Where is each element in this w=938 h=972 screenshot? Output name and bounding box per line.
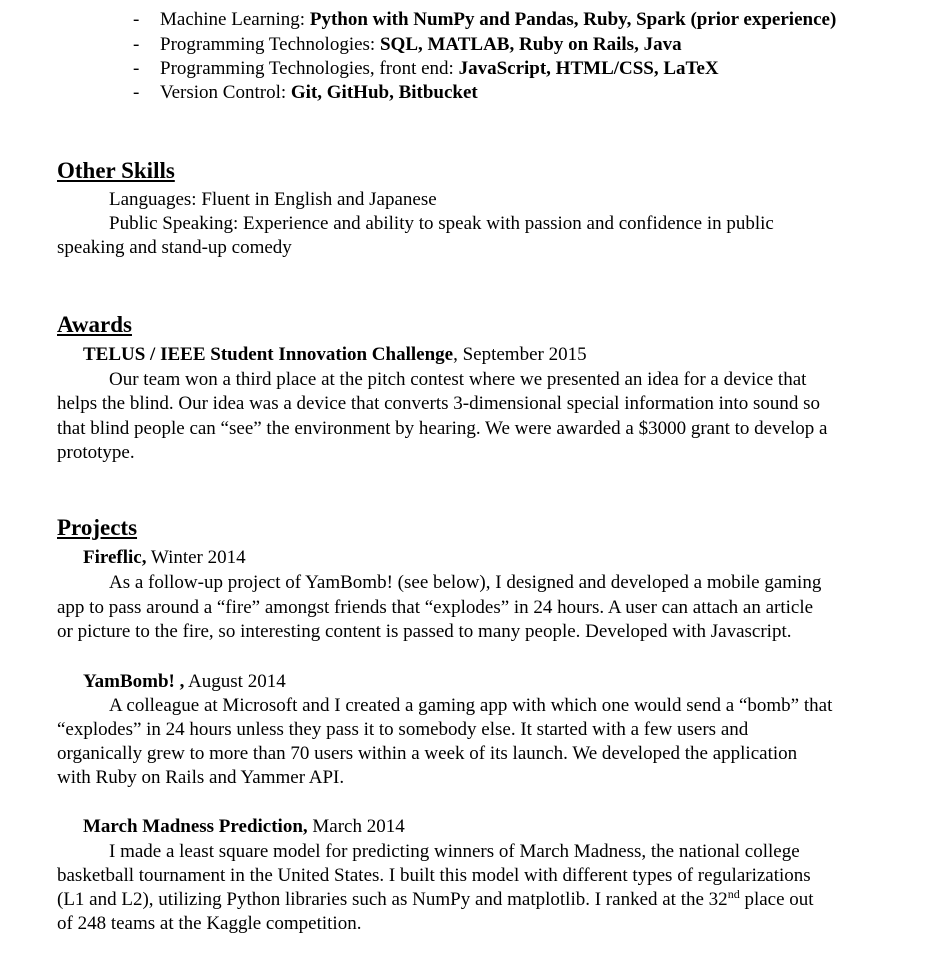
project-desc-line: As a follow-up project of YamBomb! (see below), I designed and developed a mobile gaming [109, 572, 822, 593]
bullet-dash: - [133, 58, 140, 79]
skill-item-programming [160, 33, 682, 57]
project-desc-text: place out [739, 889, 814, 910]
bullet-dash: - [133, 34, 140, 55]
award-desc-line: Our team won a third place at the pitch contest where we presented an idea for a device that [109, 369, 807, 390]
project-desc-line: basketball tournament in the United States. I built this model with different types of regularizations [57, 865, 811, 886]
skill-value: SQL, MATLAB, Ruby on Rails, Java [379, 34, 682, 55]
skill-label: Programming Technologies: [160, 34, 380, 55]
project-title-line [83, 670, 286, 694]
award-title: TELUS / IEEE Student Innovation Challenge [83, 344, 454, 365]
project-date: Winter 2014 [146, 547, 246, 568]
skill-label: Machine Learning: [160, 9, 310, 30]
ordinal-suffix: nd [727, 887, 740, 901]
projects-heading: Projects [57, 515, 138, 540]
project-desc-line: of 248 teams at the Kaggle competition. [57, 913, 362, 934]
project-desc-line: “explodes” in 24 hours unless they pass it to somebody else. It started with a few users and [57, 719, 749, 740]
project-title-line [83, 815, 405, 839]
project-desc-line: organically grew to more than 70 users within a week of its launch. We developed the application [57, 743, 798, 764]
project-desc-line [57, 888, 814, 912]
award-desc-line: helps the blind. Our idea was a device that converts 3-dimensional special information into sound so [57, 393, 820, 414]
skill-item-version-control [160, 81, 478, 105]
awards-heading: Awards [57, 312, 132, 337]
skill-value: JavaScript, HTML/CSS, LaTeX [458, 58, 719, 79]
project-title-line [83, 546, 246, 570]
project-desc-text: (L1 and L2), utilizing Python libraries such as NumPy and matplotlib. I ranked at the 32 [57, 889, 728, 910]
project-desc-line: app to pass around a “fire” amongst friends that “explodes” in 24 hours. A user can attach an article [57, 597, 814, 618]
other-skills-heading: Other Skills [57, 158, 175, 183]
project-desc-line: A colleague at Microsoft and I created a gaming app with which one would send a “bomb” that [109, 695, 833, 716]
project-date: August 2014 [184, 671, 286, 692]
project-title: YamBomb! , [83, 671, 185, 692]
award-title-line [83, 343, 587, 367]
skill-label: Version Control: [160, 82, 291, 103]
award-desc-line: that blind people can “see” the environment by hearing. We were awarded a $3000 grant to develop a [57, 418, 828, 439]
skill-item-machine-learning [160, 8, 836, 32]
award-date: , September 2015 [453, 344, 587, 365]
project-date: March 2014 [307, 816, 405, 837]
bullet-dash: - [133, 9, 140, 30]
project-desc-line: I made a least square model for predicting winners of March Madness, the national college [109, 841, 800, 862]
skill-label: Programming Technologies, front end: [160, 58, 459, 79]
skill-value: Git, GitHub, Bitbucket [290, 82, 478, 103]
languages-line: Languages: Fluent in English and Japanese [109, 189, 437, 210]
project-title: March Madness Prediction, [83, 816, 308, 837]
bullet-dash: - [133, 82, 140, 103]
skill-value: Python with NumPy and Pandas, Ruby, Spark (prior experience) [309, 9, 837, 30]
project-title: Fireflic, [83, 547, 147, 568]
skill-item-front-end [160, 57, 719, 81]
public-speaking-line: Public Speaking: Experience and ability to speak with passion and confidence in public [109, 213, 774, 234]
project-desc-line: or picture to the fire, so interesting content is passed to many people. Developed with Javascript. [57, 621, 792, 642]
public-speaking-line-cont: speaking and stand-up comedy [57, 237, 292, 258]
award-desc-line: prototype. [57, 442, 135, 463]
project-desc-line: with Ruby on Rails and Yammer API. [57, 767, 345, 788]
